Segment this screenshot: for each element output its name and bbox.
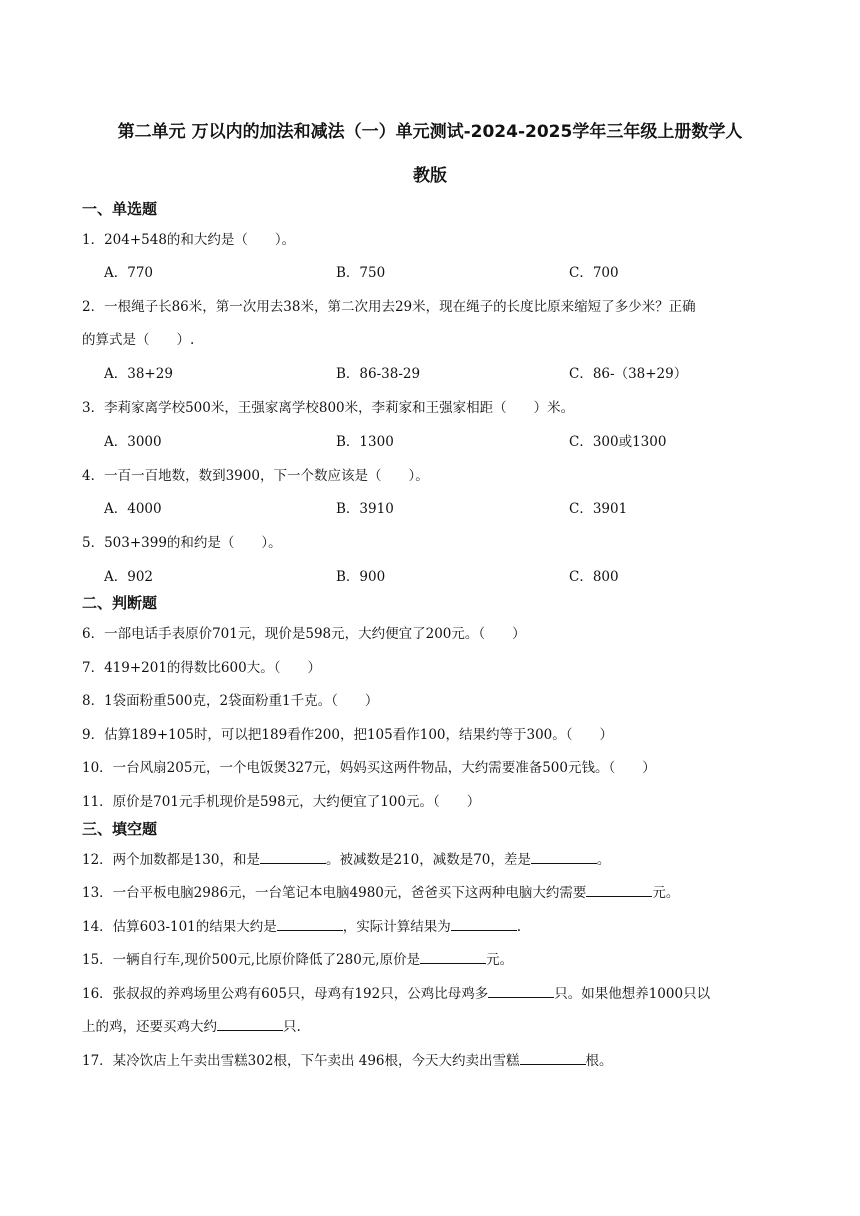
question-1: 1．204+548的和大约是（ ）。 — [82, 232, 296, 248]
question-3: 3．李莉家离学校500米，王强家离学校800米，李莉家和王强家相距（ ）米。 — [82, 400, 575, 416]
q5-option-c: C．800 — [569, 569, 619, 585]
q4-option-b: B．3910 — [336, 501, 394, 517]
q16-text-4: 只. — [283, 1019, 301, 1035]
q5-option-b: B．900 — [336, 569, 386, 585]
q13-text-1: 13．一台平板电脑2986元，一台笔记本电脑4980元，爸爸买下这两种电脑大约需要 — [82, 885, 587, 901]
q5-option-a: A．902 — [104, 569, 154, 585]
question-14 — [82, 915, 521, 935]
q12-text-2: 。被减数是210，减数是70，差是 — [325, 852, 531, 868]
question-16 — [82, 982, 710, 1002]
answer-blank[interactable] — [520, 1052, 586, 1065]
q16-text-1: 16．张叔叔的养鸡场里公鸡有605只，母鸡有192只，公鸡比母鸡多 — [82, 986, 489, 1002]
q2-option-b: B．86-38-29 — [336, 366, 421, 382]
q3-option-b: B．1300 — [336, 434, 394, 450]
question-10: 10．一台风扇205元，一个电饭煲327元，妈妈买这两件物品，大约需要准备500元钱。（ ） — [82, 760, 656, 776]
q4-option-a: A．4000 — [104, 501, 162, 517]
answer-blank[interactable] — [277, 918, 343, 931]
question-4: 4．一百一百地数，数到3900，下一个数应该是（ ）。 — [82, 468, 429, 484]
question-11: 11．原价是701元手机现价是598元，大约便宜了100元。（ ） — [82, 794, 481, 810]
question-16-continued — [82, 1015, 301, 1035]
answer-blank[interactable] — [488, 985, 554, 998]
q14-text-1: 14．估算603-101的结果大约是 — [82, 919, 277, 935]
question-15 — [82, 948, 513, 968]
section-heading-fill-in: 三、填空题 — [82, 820, 158, 838]
q12-text-1: 12．两个加数都是130，和是 — [82, 852, 260, 868]
question-13 — [82, 881, 679, 901]
question-5: 5．503+399的和约是（ ）。 — [82, 535, 282, 551]
q1-option-b: B．750 — [336, 265, 386, 281]
q17-text-2: 根。 — [585, 1053, 613, 1069]
q16-text-3: 上的鸡，还要买鸡大约 — [82, 1019, 217, 1035]
q17-text-1: 17．某冷饮店上午卖出雪糕302根，下午卖出 496根，今天大约卖出雪糕 — [82, 1053, 520, 1069]
section-heading-single-choice: 一、单选题 — [82, 200, 158, 218]
page-title-continued: 教版 — [413, 166, 447, 186]
answer-blank[interactable] — [420, 951, 486, 964]
q2-option-c: C．86-（38+29） — [569, 366, 688, 382]
answer-blank[interactable] — [586, 884, 652, 897]
q15-text-1: 15．一辆自行车,现价500元,比原价降低了280元,原价是 — [82, 952, 421, 968]
question-8: 8．1袋面粉重500克，2袋面粉重1千克。（ ） — [82, 693, 379, 709]
answer-blank[interactable] — [217, 1018, 283, 1031]
answer-blank[interactable] — [531, 851, 597, 864]
page-title: 第二单元 万以内的加法和减法（一）单元测试-2024-2025学年三年级上册数学人 — [117, 122, 743, 142]
q13-text-2: 元。 — [652, 885, 680, 901]
q14-text-3: . — [516, 919, 522, 935]
question-17 — [82, 1049, 613, 1069]
question-9: 9．估算189+105时，可以把189看作200，把105看作100，结果约等于300。（ ） — [82, 727, 614, 743]
question-7: 7．419+201的得数比600大。（ ） — [82, 660, 321, 676]
q1-option-c: C．700 — [569, 265, 619, 281]
q3-option-c: C．300或1300 — [569, 434, 667, 450]
question-6: 6．一部电话手表原价701元，现价是598元，大约便宜了200元。（ ） — [82, 626, 526, 642]
section-heading-true-false: 二、判断题 — [82, 594, 158, 612]
answer-blank[interactable] — [451, 918, 517, 931]
q3-option-a: A．3000 — [104, 434, 162, 450]
q2-option-a: A．38+29 — [104, 366, 173, 382]
question-2-continued: 的算式是（ ）. — [82, 332, 195, 348]
q16-text-2: 只。如果他想养1000只以 — [554, 986, 711, 1002]
question-2: 2．一根绳子长86米，第一次用去38米，第二次用去29米，现在绳子的长度比原来缩短了多少米？正确 — [82, 299, 696, 315]
answer-blank[interactable] — [260, 851, 326, 864]
q4-option-c: C．3901 — [569, 501, 628, 517]
question-12 — [82, 848, 610, 868]
q14-text-2: ，实际计算结果为 — [342, 919, 451, 935]
q12-text-3: 。 — [596, 852, 611, 868]
q15-text-2: 元。 — [486, 952, 514, 968]
q1-option-a: A．770 — [104, 265, 154, 281]
